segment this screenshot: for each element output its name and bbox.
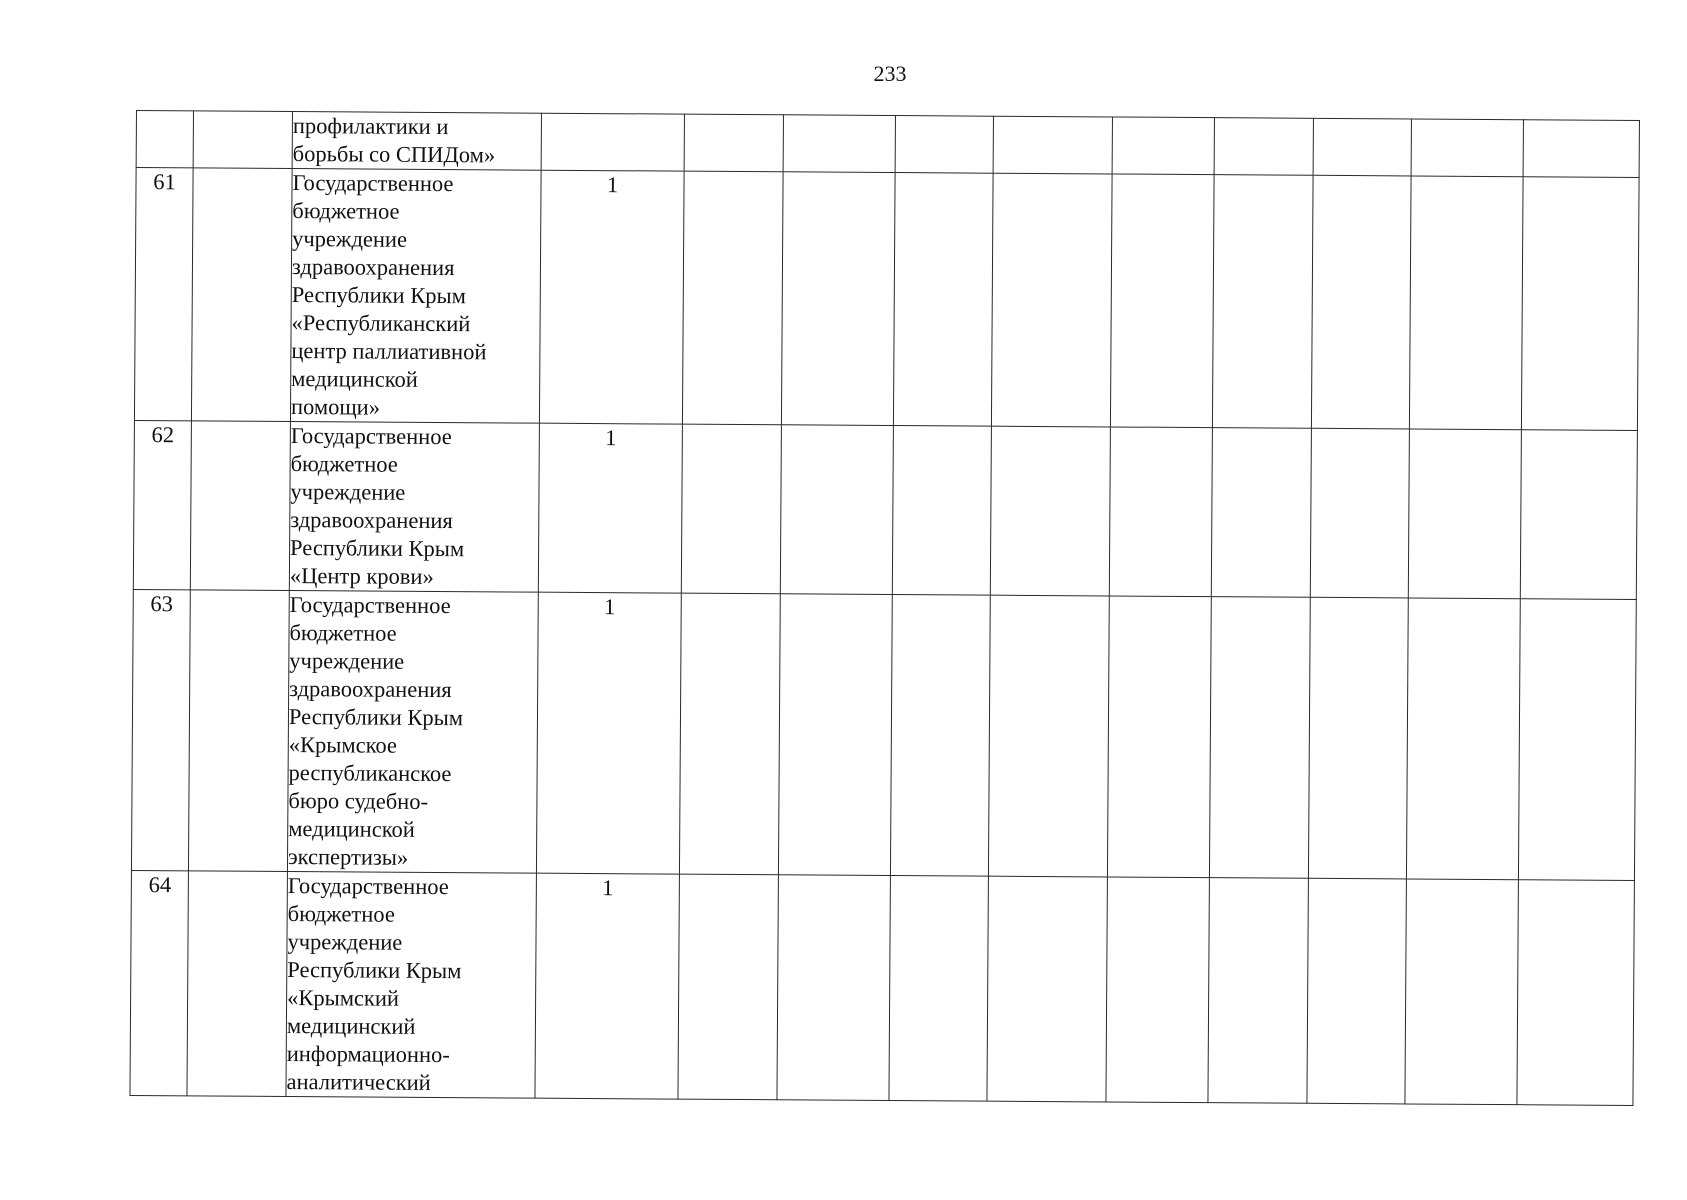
row-number-cell: 64 — [130, 870, 188, 1095]
table-row — [133, 420, 1637, 599]
empty-cell — [1406, 598, 1520, 880]
empty-cell — [781, 172, 895, 426]
empty-cell — [783, 115, 895, 173]
quantity-cell: 1 — [538, 423, 682, 593]
empty-cell — [1408, 429, 1521, 599]
empty-cell — [682, 171, 783, 425]
empty-cell — [893, 173, 993, 427]
empty-cell — [1208, 878, 1308, 1104]
empty-cell — [988, 595, 1109, 877]
empty-cell — [1409, 176, 1523, 430]
quantity-cell: 1 — [535, 873, 679, 1099]
row-number-cell — [136, 111, 193, 168]
page-number: 233 — [873, 61, 907, 86]
empty-cell — [193, 111, 292, 169]
empty-cell — [1209, 597, 1310, 879]
empty-cell — [1110, 174, 1214, 428]
table-row — [130, 870, 1634, 1105]
empty-cell — [187, 871, 287, 1097]
institution-name-cell: Государственное бюджетное учреждение Республики Крым «Крымский медицинский информационно- аналитический — [286, 872, 536, 1099]
empty-cell — [1109, 427, 1212, 597]
institution-name-cell: Государственное бюджетное учреждение здравоохранения Республики Крым «Республиканский центр паллиативной медицинской помощи» — [290, 169, 541, 424]
empty-cell — [681, 424, 781, 594]
row-number-cell: 63 — [131, 589, 190, 870]
empty-cell — [890, 595, 990, 877]
quantity-cell: 1 — [536, 592, 681, 874]
empty-cell — [1107, 596, 1211, 878]
empty-cell — [1517, 880, 1634, 1106]
table-row — [134, 168, 1639, 431]
empty-cell — [1106, 877, 1209, 1103]
empty-cell — [987, 876, 1107, 1102]
empty-cell — [991, 173, 1112, 427]
empty-cell — [993, 116, 1112, 174]
empty-cell — [679, 593, 780, 875]
empty-cell — [1310, 428, 1409, 598]
empty-cell — [1411, 119, 1523, 177]
empty-cell — [1307, 878, 1406, 1104]
empty-cell — [1214, 118, 1313, 176]
empty-cell — [778, 594, 892, 876]
empty-cell — [1112, 117, 1214, 175]
empty-cell — [1313, 118, 1411, 176]
empty-cell — [777, 875, 890, 1101]
empty-cell — [892, 426, 991, 596]
empty-cell — [684, 114, 783, 172]
empty-cell — [678, 874, 778, 1100]
empty-cell — [1405, 879, 1518, 1105]
institution-name-cell: Государственное бюджетное учреждение здравоохранения Республики Крым «Крымское республиканское бюро судебно- медицинской экспертизы» — [287, 591, 538, 874]
empty-cell — [780, 425, 893, 595]
empty-cell — [1523, 120, 1639, 178]
institution-name-cell: профилактики и борьбы со СПИДом» — [292, 112, 541, 171]
empty-cell — [1520, 430, 1637, 600]
empty-cell — [990, 426, 1110, 596]
table-row — [131, 589, 1636, 880]
empty-cell — [895, 116, 993, 174]
empty-cell — [1211, 428, 1311, 598]
row-number-cell: 61 — [134, 168, 193, 421]
quantity-cell: 1 — [539, 170, 684, 424]
empty-cell — [190, 421, 290, 591]
institution-name-cell: Государственное бюджетное учреждение здравоохранения Республики Крым «Центр крови» — [289, 422, 539, 593]
empty-cell — [889, 876, 988, 1102]
empty-cell — [1308, 597, 1408, 879]
row-number-cell: 62 — [133, 420, 191, 589]
table-row — [136, 111, 1639, 178]
empty-cell — [1521, 177, 1639, 431]
empty-cell — [1212, 175, 1313, 429]
empty-cell — [1311, 175, 1411, 429]
empty-cell — [191, 168, 292, 422]
document-table — [129, 110, 1640, 1106]
empty-cell — [1518, 599, 1636, 881]
empty-cell — [188, 590, 289, 872]
quantity-cell — [541, 113, 684, 171]
